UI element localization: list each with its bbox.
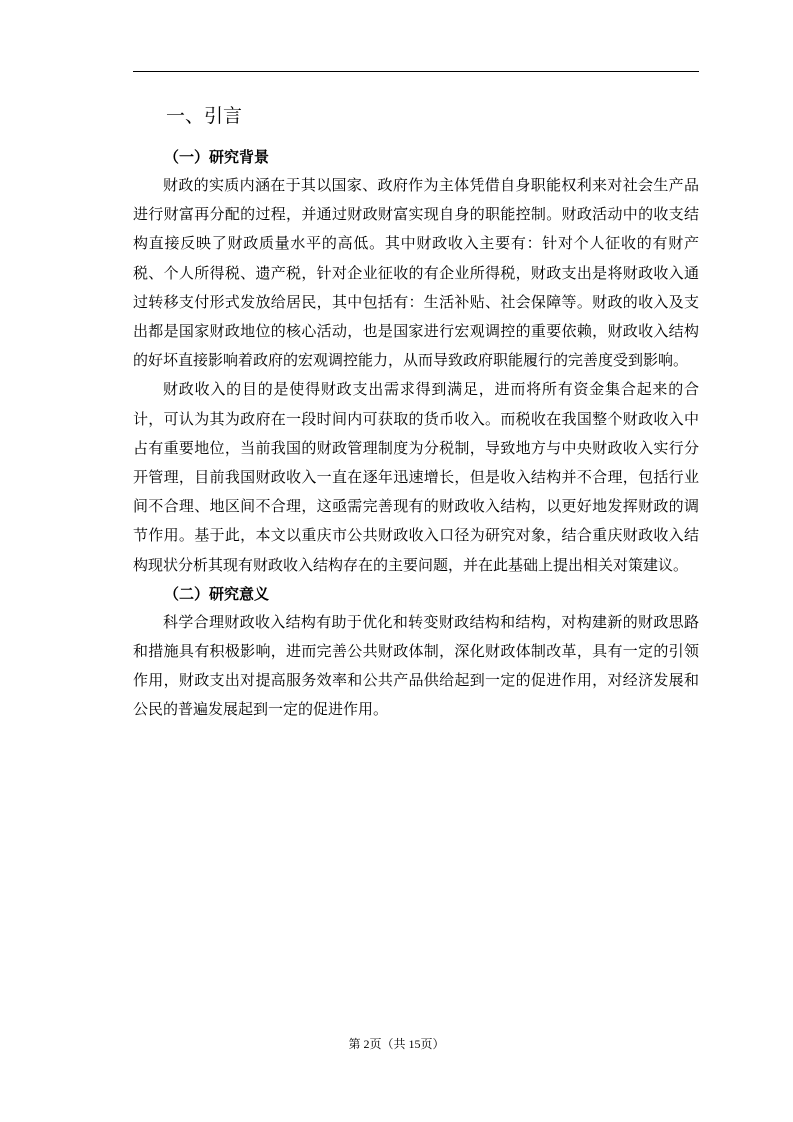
subsection-title-background: （一）研究背景: [164, 148, 270, 166]
page-content: [133, 100, 699, 725]
paragraph-background-1: 财政的实质内涵在于其以国家、政府作为主体凭借自身职能权利来对社会生产品进行财富再分配的过程，并通过财政财富实现自身的职能控制。财政活动中的收支结构直接反映了财政质量水平的高低。其中财政收入主要有：针对个人征收的有财产税、个人所得税、遗产税，针对企业征收的有企业所得税，财政支出是将财政收入通过转移支付形式发放给居民，其中包括有：生活补贴、社会保障等。财政的收入及支出都是国家财政地位的核心活动，也是国家进行宏观调控的重要依赖，财政收入结构的好坏直接影响着政府的宏观调控能力，从而导致政府职能履行的完善度受到影响。: [133, 176, 699, 370]
paragraph-background-2: 财政收入的目的是使得财政支出需求得到满足，进而将所有资金集合起来的合计，可认为其为政府在一段时间内可获取的货币收入。而税收在我国整个财政收入中占有重要地位，当前我国的财政管理制度为分税制，导致地方与中央财政收入实行分开管理，目前我国财政收入一直在逐年迅速增长，但是收入结构并不合理，包括行业间不合理、地区间不合理，这亟需完善现有的财政收入结构，以更好地发挥财政的调节作用。基于此，本文以重庆市公共财政收入口径为研究对象，结合重庆财政收入结构现状分析其现有财政收入结构存在的主要问题，并在此基础上提出相关对策建议。: [133, 380, 699, 574]
subsection-title-significance: （二）研究意义: [164, 584, 270, 603]
paragraph-significance-1: 科学合理财政收入结构有助于优化和转变财政结构和结构，对构建新的财政思路和措施具有积极影响，进而完善公共财政体制，深化财政体制改革，具有一定的引领作用，财政支出对提高服务效率和公共产品供给起到一定的促进作用，对经济发展和公民的普遍发展起到一定的促进作用。: [133, 612, 699, 719]
header-rule: [133, 71, 699, 72]
section-title: 一、引言: [166, 105, 243, 127]
page-number: 第 2页（共 15页）: [348, 1037, 445, 1051]
